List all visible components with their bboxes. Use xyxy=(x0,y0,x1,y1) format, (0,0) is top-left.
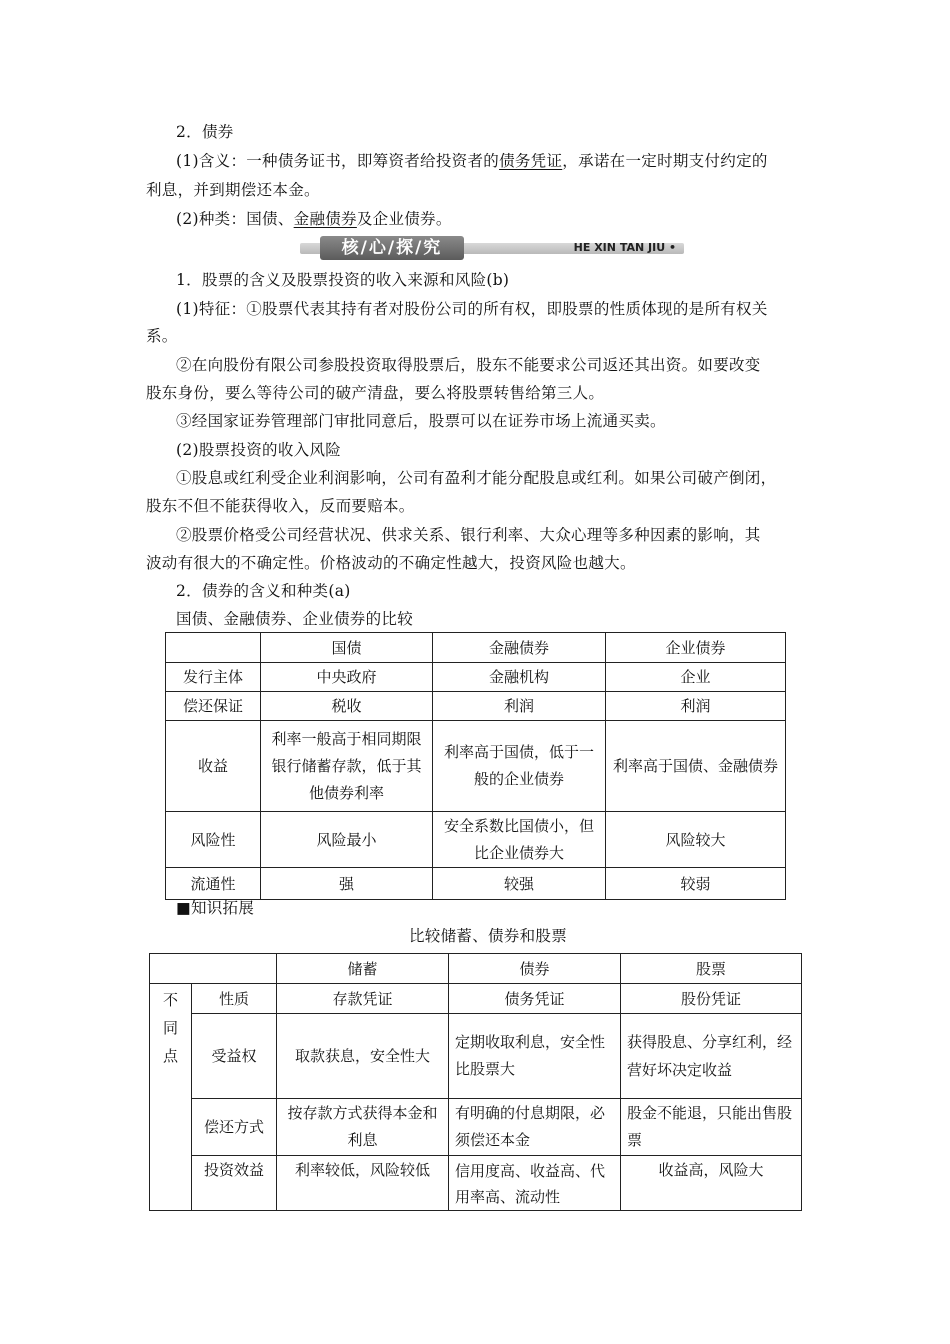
stock-text-line: ②在向股份有限公司参股投资取得股票后，股东不能要求公司返还其出资。如要改变 xyxy=(176,356,761,374)
bond-voucher-term: 债务凭证 xyxy=(499,152,563,170)
banner-subtitle: HE XIN TAN JIU • xyxy=(573,241,676,254)
table2-title: 比较储蓄、债券和股票 xyxy=(409,927,568,945)
table-row: 投资效益 利率较低，风险较低 信用度高、收益高、代用率高、流动性 收益高，风险大 xyxy=(150,1156,802,1211)
banner-title: 核/心/探/究 xyxy=(320,236,464,260)
table-row: 不同点 性质 存款凭证 债务凭证 股份凭证 xyxy=(150,984,802,1014)
stock-text-line: ①股息或红利受企业利润影响，公司有盈利才能分配股息或红利。如果公司破产倒闭， xyxy=(176,469,777,487)
core-inquiry-banner xyxy=(300,236,684,260)
stock-text-line: (1)特征：①股票代表其持有者对股份公司的所有权，即股票的性质体现的是所有权关 xyxy=(176,300,768,318)
table-row: 偿还方式 按存款方式获得本金和利息 有明确的付息期限，必须偿还本金 股金不能退，只能出售股票 xyxy=(150,1099,802,1156)
stock-heading: 1．股票的含义及股票投资的收入来源和风险(b) xyxy=(176,271,510,289)
savings-bonds-stocks-table xyxy=(149,953,802,1211)
bond-heading: 2．债券 xyxy=(176,123,234,141)
knowledge-extension-label: ■知识拓展 xyxy=(176,899,255,917)
column-header: 金融债券 xyxy=(433,633,606,663)
bond-comparison-table xyxy=(165,632,786,900)
column-header: 储蓄 xyxy=(277,954,449,984)
table-header-row xyxy=(150,954,802,984)
bond-types-line: (2)种类：国债、金融债券及企业债券。 xyxy=(176,210,452,228)
group-label: 不同点 xyxy=(162,991,178,1065)
stock-text-line: ③经国家证券管理部门审批同意后，股票可以在证券市场上流通买卖。 xyxy=(176,412,666,430)
stock-text-line: 系。 xyxy=(146,327,178,345)
table-row: 收益 利率一般高于相同期限银行储蓄存款，低于其他债券利率 利率高于国债，低于一般的企业债券 利率高于国债、金融债券 xyxy=(166,721,786,812)
stock-text-line: ②股票价格受公司经营状况、供求关系、银行利率、大众心理等多种因素的影响，其 xyxy=(176,526,761,544)
table-row: 偿还保证 税收 利润 利润 xyxy=(166,692,786,721)
column-header: 国债 xyxy=(261,633,433,663)
stock-text-line: 波动有很大的不确定性。价格波动的不确定性越大，投资风险也越大。 xyxy=(146,554,636,572)
table-header-row xyxy=(166,633,786,663)
table-row: 流通性 强 较强 较弱 xyxy=(166,868,786,900)
column-header: 债券 xyxy=(449,954,621,984)
column-header: 股票 xyxy=(621,954,802,984)
table-row: 发行主体 中央政府 金融机构 企业 xyxy=(166,663,786,692)
financial-bond-term: 金融债券 xyxy=(293,210,357,228)
column-header: 企业债券 xyxy=(606,633,786,663)
bond-definition-line1: (1)含义：一种债务证书，即筹资者给投资者的债务凭证，承诺在一定时期支付约定的 xyxy=(176,152,768,170)
bond-types-heading: 2．债券的含义和种类(a) xyxy=(176,582,351,600)
stock-text-line: (2)股票投资的收入风险 xyxy=(176,441,342,459)
table1-caption: 国债、金融债券、企业债券的比较 xyxy=(176,610,414,628)
table-row: 风险性 风险最小 安全系数比国债小，但比企业债券大 风险较大 xyxy=(166,812,786,868)
bond-definition-line2: 利息，并到期偿还本金。 xyxy=(146,181,320,199)
stock-text-line: 股东身份，要么等待公司的破产清盘，要么将股票转售给第三人。 xyxy=(146,384,605,402)
stock-text-line: 股东不但不能获得收入，反而要赔本。 xyxy=(146,497,415,515)
table-row: 受益权 取款获息，安全性大 定期收取利息，安全性比股票大 获得股息、分享红利，经营好坏决定收益 xyxy=(150,1014,802,1099)
group-label-cell xyxy=(150,984,192,1211)
